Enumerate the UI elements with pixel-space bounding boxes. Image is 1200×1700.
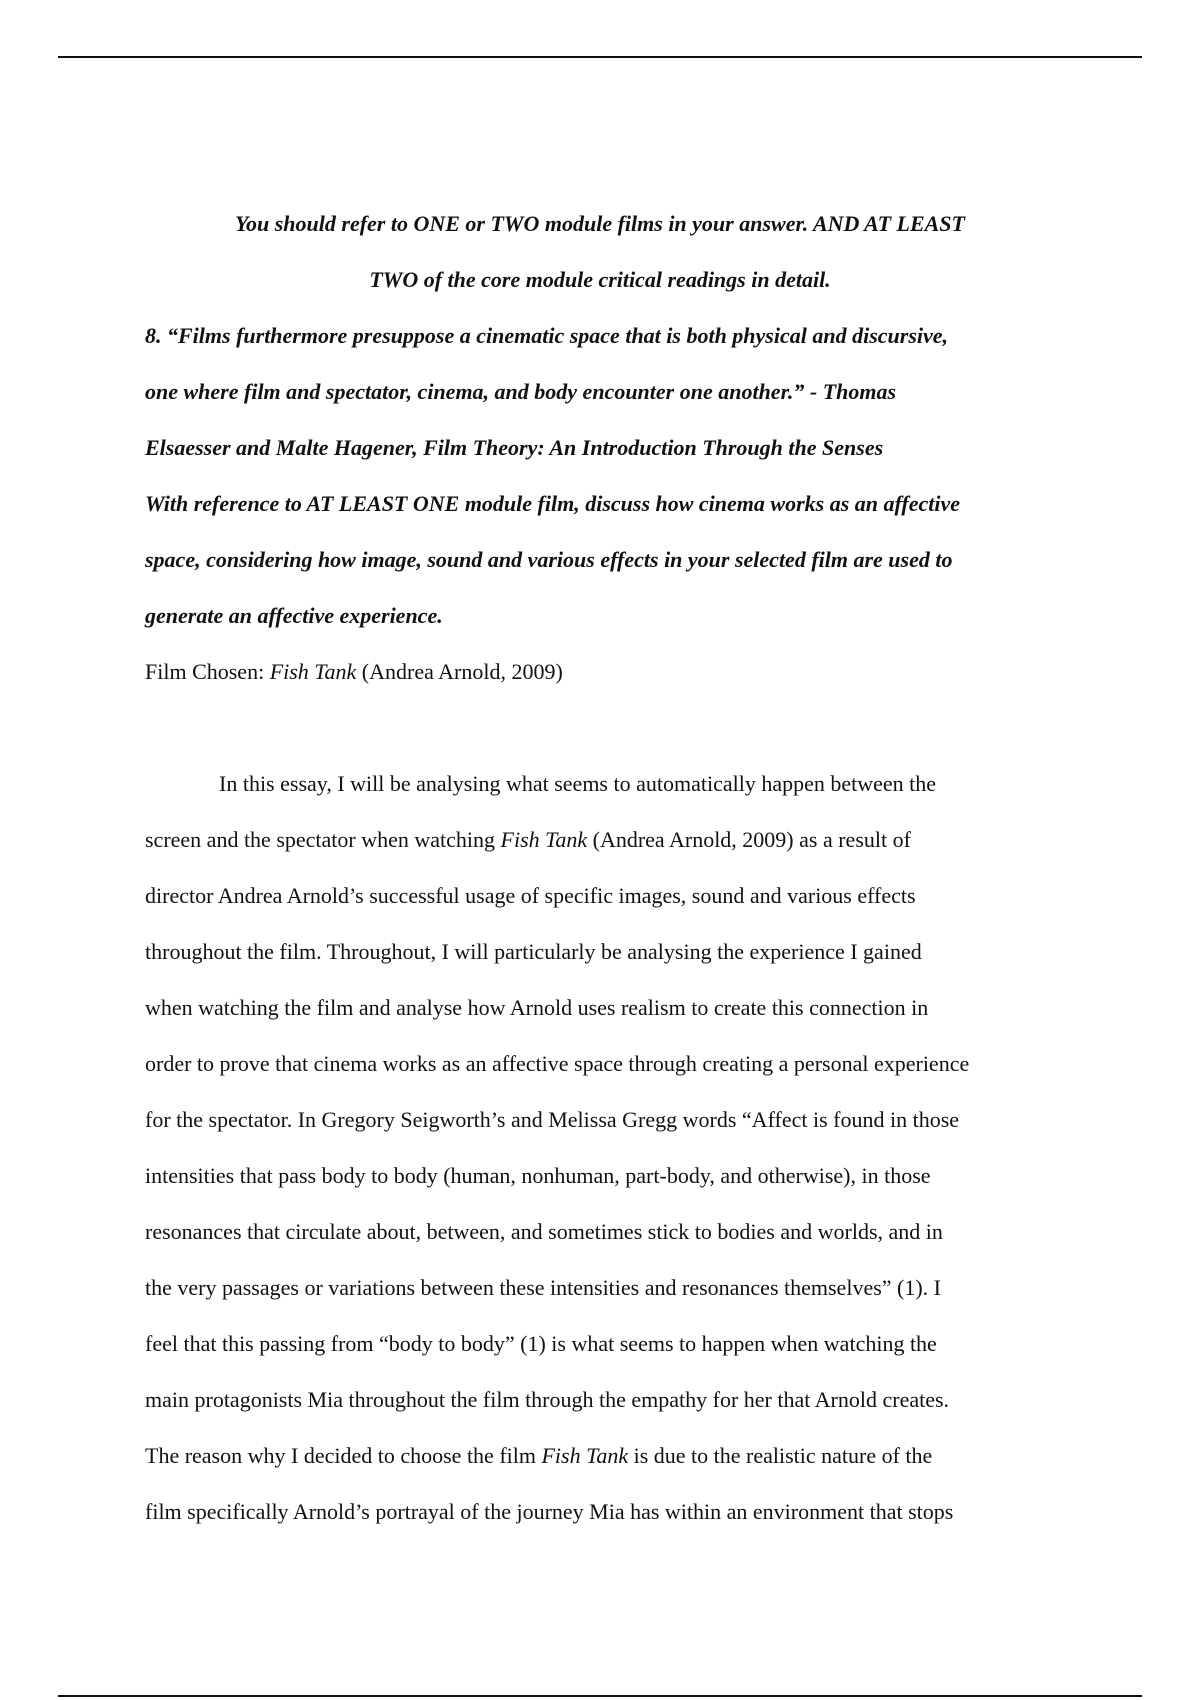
essay-line-12: main protagonists Mia throughout the film through the empathy for her that Arnold creates. [145,1387,950,1412]
page-bottom-rule [58,1695,1142,1697]
essay-line-13 [145,1428,1065,1484]
film-chosen-title: Fish Tank [269,659,357,684]
essay-line-13-start: The reason why I decided to choose the film [145,1443,542,1468]
document-page [145,196,1065,1540]
paragraph-gap [145,700,1065,756]
essay-line-2 [145,812,1065,868]
prompt-line-5: space, considering how image, sound and various effects in your selected film are used to [145,547,953,572]
essay-line-4: throughout the film. Throughout, I will particularly be analysing the experience I gained [145,939,922,964]
essay-line-3: director Andrea Arnold’s successful usage of specific images, sound and various effects [145,883,916,908]
film-chosen-label: Film Chosen: [145,659,270,684]
essay-line-13-end: is due to the realistic nature of the [628,1443,933,1468]
essay-line-9: resonances that circulate about, between, and sometimes stick to bodies and worlds, and in [145,1219,943,1244]
essay-line-5: when watching the film and analyse how Arnold uses realism to create this connection in [145,995,929,1020]
film-chosen-line [145,644,1065,700]
prompt-line-1: 8. “Films furthermore presuppose a cinematic space that is both physical and discursive, [145,323,949,348]
essay-line-1: In this essay, I will be analysing what seems to automatically happen between the [219,771,937,796]
essay-line-10: the very passages or variations between these intensities and resonances themselves” (1). I [145,1275,942,1300]
film-chosen-detail: (Andrea Arnold, 2009) [356,659,563,684]
prompt-line-2: one where film and spectator, cinema, and body encounter one another.” - Thomas [145,379,897,404]
essay-line-2-start: screen and the spectator when watching [145,827,501,852]
instruction-line-1: You should refer to ONE or TWO module films in your answer. AND AT LEAST [235,211,965,236]
essay-line-11: feel that this passing from “body to body” (1) is what seems to happen when watching the [145,1331,937,1356]
prompt-line-6: generate an affective experience. [145,603,443,628]
essay-line-8: intensities that pass body to body (human, nonhuman, part-body, and otherwise), in those [145,1163,931,1188]
essay-film-title: Fish Tank [500,827,588,852]
essay-line-7: for the spectator. In Gregory Seigworth’s and Melissa Gregg words “Affect is found in those [145,1107,960,1132]
prompt-line-4: With reference to AT LEAST ONE module film, discuss how cinema works as an affective [145,491,961,516]
essay-line-6: order to prove that cinema works as an affective space through creating a personal experience [145,1051,970,1076]
instruction-line-2: TWO of the core module critical readings in detail. [369,267,831,292]
essay-line-14: film specifically Arnold’s portrayal of the journey Mia has within an environment that stops [145,1499,954,1524]
essay-film-title-2: Fish Tank [541,1443,629,1468]
prompt-line-3: Elsaesser and Malte Hagener, Film Theory: An Introduction Through the Senses [145,435,884,460]
page-top-rule [58,56,1142,58]
essay-line-2-end: (Andrea Arnold, 2009) as a result of [587,827,911,852]
